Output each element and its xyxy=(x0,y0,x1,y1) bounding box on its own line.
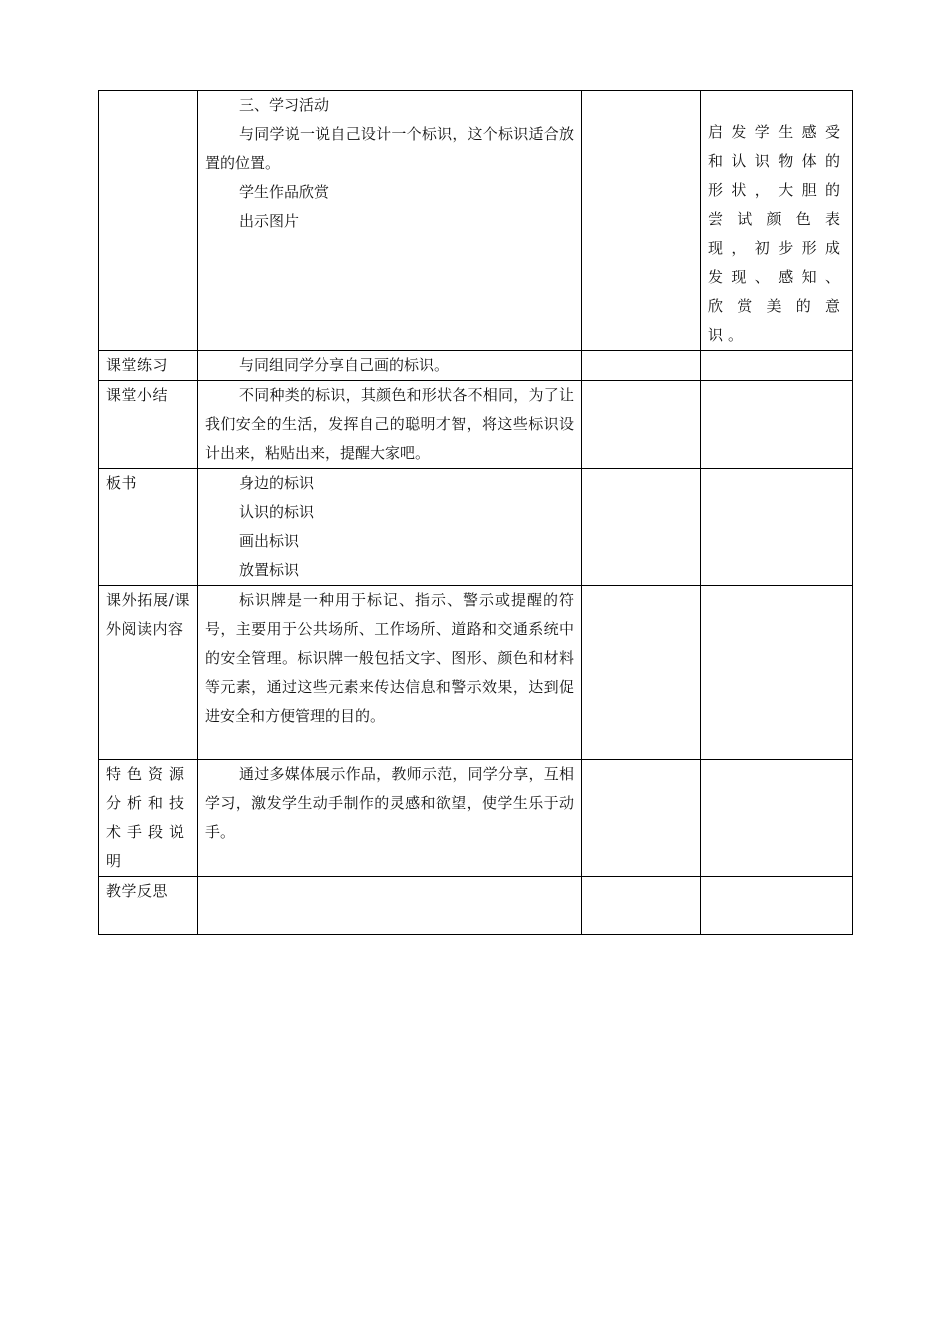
row-label-resources: 特色资源分析和技术手段说明 xyxy=(99,760,198,877)
table-row-reflection xyxy=(99,877,853,935)
lesson-plan-table xyxy=(98,90,853,935)
empty-cell xyxy=(582,469,701,586)
board-line: 放置标识 xyxy=(239,561,300,579)
row-label-board: 板书 xyxy=(99,469,198,586)
resources-content xyxy=(198,760,582,877)
empty-cell xyxy=(701,760,853,877)
activity-line: 学生作品欣赏 xyxy=(239,183,330,201)
table-row-extension xyxy=(99,586,853,760)
row-label-summary: 课堂小结 xyxy=(99,381,198,469)
empty-cell xyxy=(701,469,853,586)
row-label-reflection: 教学反思 xyxy=(99,877,198,935)
board-content xyxy=(198,469,582,586)
resources-text: 通过多媒体展示作品，教师示范，同学分享，互相学习，激发学生动手制作的灵感和欲望，使学生乐于动手。 xyxy=(205,765,574,841)
practice-text: 与同组同学分享自己画的标识。 xyxy=(239,356,450,374)
table-row-summary xyxy=(99,381,853,469)
empty-cell xyxy=(582,760,701,877)
empty-cell xyxy=(582,351,701,381)
empty-cell xyxy=(701,351,853,381)
board-line: 画出标识 xyxy=(239,532,300,550)
board-line: 身边的标识 xyxy=(239,474,315,492)
empty-cell xyxy=(701,381,853,469)
row-label-activity xyxy=(99,91,198,351)
practice-content xyxy=(198,351,582,381)
activity-line: 出示图片 xyxy=(239,212,300,230)
row-label-extension: 课外拓展/课外阅读内容 xyxy=(99,586,198,760)
summary-text: 不同种类的标识，其颜色和形状各不相同，为了让我们安全的生活，发挥自己的聪明才智，将这些标识设计出来，粘贴出来，提醒大家吧。 xyxy=(205,386,574,462)
empty-cell xyxy=(582,586,701,760)
empty-cell xyxy=(582,91,701,351)
reflection-content xyxy=(198,877,582,935)
extension-text: 标识牌是一种用于标记、指示、警示或提醒的符号，主要用于公共场所、工作场所、道路和交通系统中的安全管理。标识牌一般包括文字、图形、颜色和材料等元素，通过这些元素来传达信息和警示效果，达到促进安全和方便管理的目的。 xyxy=(205,591,574,725)
activity-content xyxy=(198,91,582,351)
empty-cell xyxy=(701,586,853,760)
empty-cell xyxy=(582,877,701,935)
board-line: 认识的标识 xyxy=(239,503,315,521)
activity-heading: 三、学习活动 xyxy=(239,96,330,114)
table-row-resources xyxy=(99,760,853,877)
extension-content xyxy=(198,586,582,760)
row-label-practice: 课堂练习 xyxy=(99,351,198,381)
table-row-board xyxy=(99,469,853,586)
table-row-practice xyxy=(99,351,853,381)
empty-cell xyxy=(701,877,853,935)
activity-line: 与同学说一说自己设计一个标识，这个标识适合放置的位置。 xyxy=(205,125,574,172)
table-row-activity xyxy=(99,91,853,351)
summary-content xyxy=(198,381,582,469)
empty-cell xyxy=(582,381,701,469)
design-intent-note: 启发学生感受和认识物体的形状，大胆的尝试颜色表现，初步形成发现、感知、欣赏美的意识。 xyxy=(708,123,845,344)
design-intent-cell xyxy=(701,91,853,351)
